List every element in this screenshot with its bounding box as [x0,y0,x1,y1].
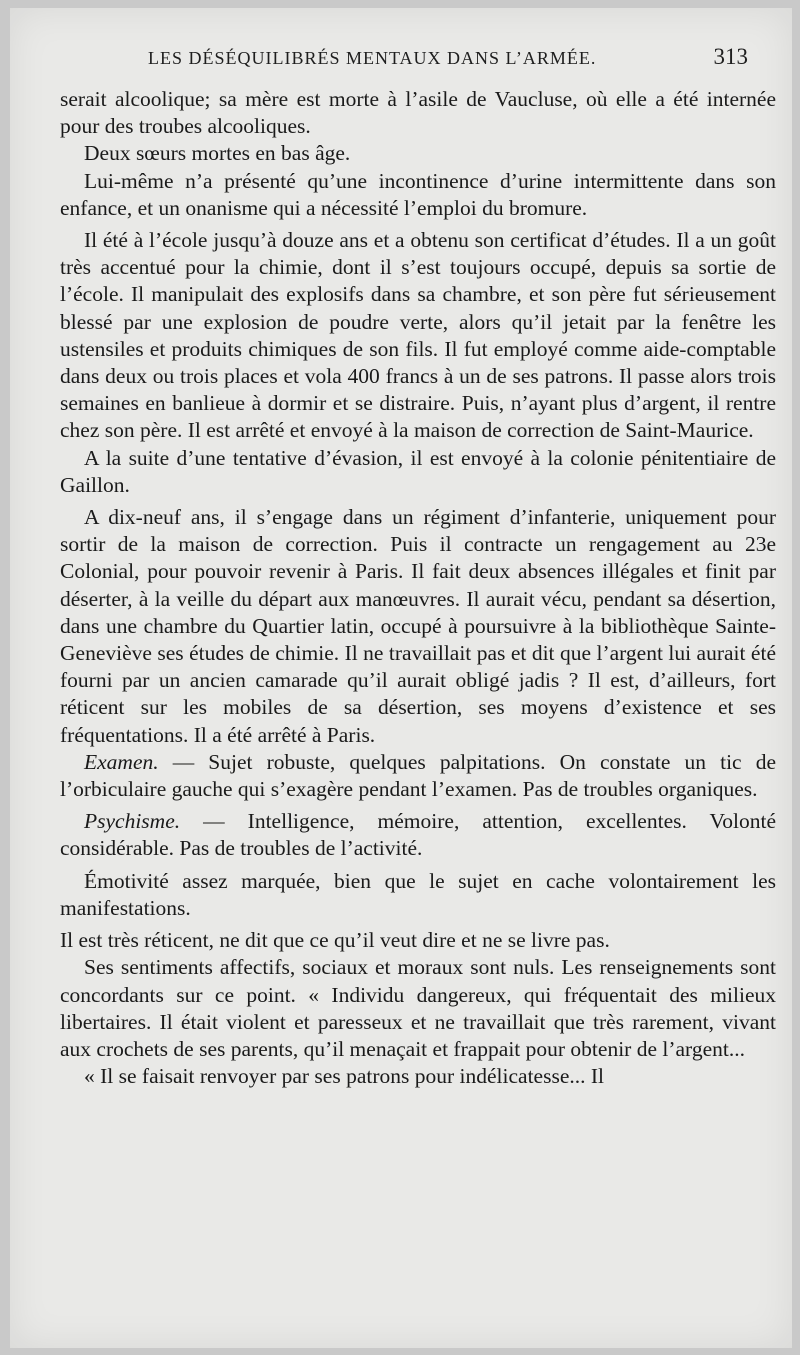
paragraph: Il été à l’école jusqu’à douze ans et a obtenu son certificat d’études. Il a un goût très accentué pour la chimie, dont il s’est toujours occupé, depuis sa sortie de l’école. Il manipulait des explosifs dans sa chambre, et son père fut sérieusement blessé par une explosion de poudre verte, alors qu’il jetait par la fenêtre les ustensiles et produits chimiques de son fils. Il fut employé comme aide-comptable dans deux ou trois places et vola 400 francs à un de ses patrons. Il passe alors trois semaines en banlieue à dormir et se distraire. Puis, n’ayant plus d’argent, il rentre chez son père. Il est arrêté et envoyé à la maison de correction de Saint-Maurice. [60,228,776,443]
paragraph: Lui-même n’a présenté qu’une incontinence d’urine intermittente dans son enfance, et un onanisme qui a nécessité l’emploi du bromure. [60,168,776,220]
paragraph-examen: Examen. — Sujet robuste, quelques palpitations. On constate un tic de l’orbiculaire gauche qui s’exagère pendant l’examen. Pas de troubles organiques. [60,749,776,802]
paragraph: serait alcoolique; sa mère est morte à l’asile de Vaucluse, où elle a été internée pour des troubes alcooliques. [60,87,776,139]
book-page [10,8,792,1348]
section-label: Examen. [84,749,159,774]
running-head: LES DÉSÉQUILIBRÉS MENTAUX DANS L’ARMÉE. [148,48,597,68]
section-label: Psychisme. [84,809,181,834]
body-text [60,86,776,1090]
paragraph: « Il se faisait renvoyer par ses patrons pour indélicatesse... Il [84,1064,605,1089]
page-number: 313 [713,44,748,69]
paragraph: Deux sœurs mortes en bas âge. [84,141,351,166]
paragraph: Ses sentiments affectifs, sociaux et moraux sont nuls. Les renseignements sont concordants sur ce point. « Individu dangereux, qui fréquentait des milieux libertaires. Il était violent et paresseux et ne travaillait que très rarement, vivant aux crochets de ses parents, qu’il menaçait et frappait pour obtenir de l’argent... [60,955,776,1061]
paragraph: A la suite d’une tentative d’évasion, il est envoyé à la colonie pénitentiaire de Gaillon. [60,445,776,497]
paragraph-psychisme: Psychisme. — Intelligence, mémoire, attention, excellentes. Volonté considérable. Pas de troubles de l’activité. [60,809,776,861]
paragraph: Émotivité assez marquée, bien que le sujet en cache volontairement les manifestations. [60,868,776,920]
paragraph: Il est très réticent, ne dit que ce qu’il veut dire et ne se livre pas. [60,928,610,953]
paragraph: A dix-neuf ans, il s’engage dans un régiment d’infanterie, uniquement pour sortir de la maison de correction. Puis il contracte un rengagement au 23e Colonial, pour pouvoir revenir à Paris. Il fait deux absences illégales et finit par déserter, à la veille du départ aux manœuvres. Il aurait vécu, pendant sa désertion, dans une chambre du Quartier latin, occupé à poursuivre à la bibliothèque Sainte-Geneviève ses études de chimie. Il ne travaillait pas et dit que l’argent lui aurait été fourni par un ancien camarade qu’il aurait obligé jadis ? Il est, d’ailleurs, fort réticent sur les mobiles de sa désertion, ses moyens d’existence et ses fréquentations. Il a été arrêté à Paris. [60,505,776,747]
page-header [148,44,748,78]
